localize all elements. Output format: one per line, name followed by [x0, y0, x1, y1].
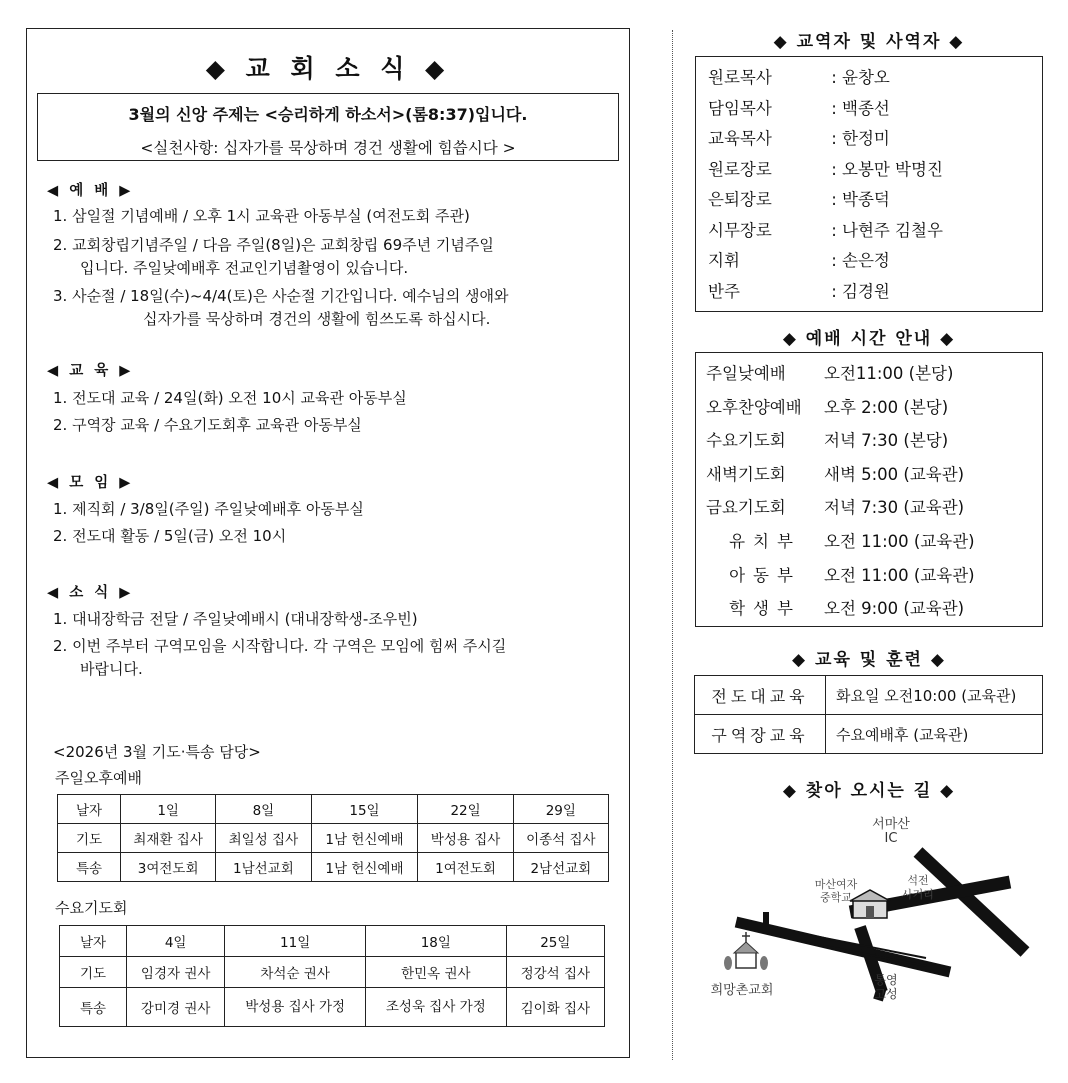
list-item: 오후찬양예배 오후 2:00 (본당)	[706, 397, 949, 417]
directions-title: ◆ 찾아 오시는 길 ◆	[782, 781, 956, 801]
table-cell: 날자	[58, 795, 121, 824]
worship-schedule	[695, 352, 1043, 627]
table-cell: 기도	[58, 824, 121, 853]
section-heading-news: ◀ 소 식 ▶	[47, 585, 134, 601]
map-label-crossroad: 석전	[907, 874, 929, 887]
table-cell: 정강석 집사	[506, 957, 604, 988]
list-item: 원로목사 : 윤창오	[708, 68, 890, 87]
list-item: 2. 교회창립기념주일 / 다음 주일(8일)은 교회창립 69주년 기념주일 입니다. 주일낮예배후 전교인기념촬영이 있습니다.	[53, 236, 494, 277]
table-cell: 2남선교회	[513, 853, 608, 882]
table-cell: 차석순 권사	[225, 957, 366, 988]
staff-list	[695, 56, 1043, 312]
table-cell: 18일	[365, 926, 506, 957]
theme-line-1: 3월의 신앙 주제는 <승리하게 하소서>(롬8:37)입니다.	[128, 105, 528, 124]
wednesday-duty-table	[59, 925, 605, 1027]
table-row	[60, 926, 605, 957]
table-row	[58, 853, 609, 882]
map-label-direction: 통영	[874, 973, 898, 987]
table-cell: 25일	[506, 926, 604, 957]
table-cell: 조성욱 집사 가정	[365, 988, 506, 1027]
table-cell: 특송	[60, 988, 127, 1027]
table-row	[58, 795, 609, 824]
table-cell: 전도대교육	[695, 676, 826, 715]
table-cell: 구역장교육	[695, 715, 826, 754]
list-item: 2. 이번 주부터 구역모임을 시작합니다. 각 구역은 모임에 힘써 주시길 바랍니다.	[53, 637, 507, 678]
section-heading-education: ◀ 교 육 ▶	[47, 363, 134, 379]
list-item: 반주 : 김경원	[708, 281, 890, 301]
table-row	[695, 676, 1043, 715]
duty-plan-title: <2026년 3월 기도·특송 담당>	[53, 743, 261, 761]
table-cell: 22일	[418, 795, 513, 824]
column-divider	[672, 30, 673, 1060]
list-item: 유치부 오전 11:00 (교육관)	[729, 531, 975, 551]
worship-title: ◆ 예배 시간 안내 ◆	[782, 329, 956, 349]
table-cell: 8일	[216, 795, 311, 824]
school-icon	[850, 890, 890, 918]
table-cell: 김이화 집사	[506, 988, 604, 1027]
list-item: 담임목사 : 백종선	[708, 98, 890, 118]
section-heading-meeting: ◀ 모 임 ▶	[47, 475, 134, 491]
map-label-ic2: IC	[884, 831, 898, 846]
education-title: ◆ 교육 및 훈련 ◆	[792, 650, 946, 670]
table-cell: 1남선교회	[216, 853, 311, 882]
table-cell: 1여전도회	[418, 853, 513, 882]
directions-map	[700, 812, 1040, 1022]
table-cell: 3여전도회	[121, 853, 216, 882]
table-cell: 박성용 집사	[418, 824, 513, 853]
table-cell: 박성용 집사 가정	[225, 988, 366, 1027]
table-cell: 1남 헌신예배	[311, 824, 418, 853]
table-cell: 1남 헌신예배	[311, 853, 418, 882]
church-icon	[724, 932, 768, 970]
map-label-school: 마산여자	[814, 878, 858, 891]
section-heading-worship: ◀ 예 배 ▶	[47, 183, 134, 199]
table-cell: 최일성 집사	[216, 824, 311, 853]
table-cell: 강미경 권사	[127, 988, 225, 1027]
list-item: 주일낮예배 오전11:00 (본당)	[706, 364, 954, 383]
list-item: 학생부 오전 9:00 (교육관)	[729, 599, 965, 619]
staff-title: ◆ 교역자 및 사역자 ◆	[773, 32, 965, 52]
list-item: 은퇴장로 : 박종덕	[708, 190, 890, 209]
list-item: 1. 전도대 교육 / 24일(화) 오전 10시 교육관 아동부실	[53, 389, 407, 407]
list-item: 1. 제직회 / 3/8일(주일) 주일낮예배후 아동부실	[53, 500, 364, 518]
map-label-church: 희망촌교회	[710, 983, 774, 998]
map-label-ic: 서마산	[872, 817, 910, 832]
table-cell: 4일	[127, 926, 225, 957]
table-row	[60, 988, 605, 1027]
map-label-school2: 중학교	[820, 891, 852, 904]
table-cell: 11일	[225, 926, 366, 957]
list-item: 2. 구역장 교육 / 수요기도회후 교육관 아동부실	[53, 416, 362, 434]
list-item: 수요기도회 저녁 7:30 (본당)	[706, 431, 949, 451]
table-cell: 특송	[58, 853, 121, 882]
list-item: 시무장로 : 나현주 김철우	[708, 220, 943, 240]
table-cell: 이종석 집사	[513, 824, 608, 853]
table-cell: 15일	[311, 795, 418, 824]
news-title: ◆ 교 회 소 식 ◆	[205, 54, 451, 83]
table-row	[60, 957, 605, 988]
map-label-crossroad2: 사거리	[902, 888, 934, 901]
list-item: 3. 사순절 / 18일(수)~4/4(토)은 사순절 기간입니다. 예수님의 생애와 십자가를 묵상하며 경건의 생활에 힘쓰도록 하십시다.	[53, 287, 509, 328]
list-item: 원로장로 : 오봉만 박명진	[708, 159, 943, 179]
table-cell: 날자	[60, 926, 127, 957]
monthly-theme-box	[37, 93, 619, 161]
table-cell: 1일	[121, 795, 216, 824]
list-item: 1. 삼일절 기념예배 / 오후 1시 교육관 아동부실 (여전도회 주관)	[53, 207, 470, 225]
table-cell: 기도	[60, 957, 127, 988]
table-cell: 한민옥 권사	[365, 957, 506, 988]
list-item: 2. 전도대 활동 / 5일(금) 오전 10시	[53, 527, 287, 545]
wednesday-prayer-label: 수요기도회	[55, 899, 128, 917]
table-row	[695, 715, 1043, 754]
table-cell: 화요일 오전10:00 (교육관)	[826, 676, 1043, 715]
map-label-direction2: 고성	[874, 987, 898, 1001]
list-item: 금요기도회 저녁 7:30 (교육관)	[706, 498, 965, 518]
sunday-duty-table	[57, 794, 609, 882]
list-item: 아동부 오전 11:00 (교육관)	[729, 565, 975, 585]
church-news-panel	[26, 28, 630, 1058]
education-table	[694, 675, 1043, 754]
table-cell: 임경자 권사	[127, 957, 225, 988]
theme-line-2: <실천사항: 십자가를 묵상하며 경건 생활에 힘씁시다 >	[140, 139, 516, 157]
list-item: 교육목사 : 한정미	[708, 129, 890, 148]
list-item: 지휘 : 손은정	[708, 251, 890, 270]
list-item: 새벽기도회 새벽 5:00 (교육관)	[706, 464, 965, 484]
table-cell: 수요예배후 (교육관)	[826, 715, 1043, 754]
table-cell: 29일	[513, 795, 608, 824]
sunday-afternoon-label: 주일오후예배	[55, 769, 142, 787]
table-cell: 최재환 집사	[121, 824, 216, 853]
table-row	[58, 824, 609, 853]
list-item: 1. 대내장학금 전달 / 주일낮예배시 (대내장학생-조우빈)	[53, 610, 418, 628]
